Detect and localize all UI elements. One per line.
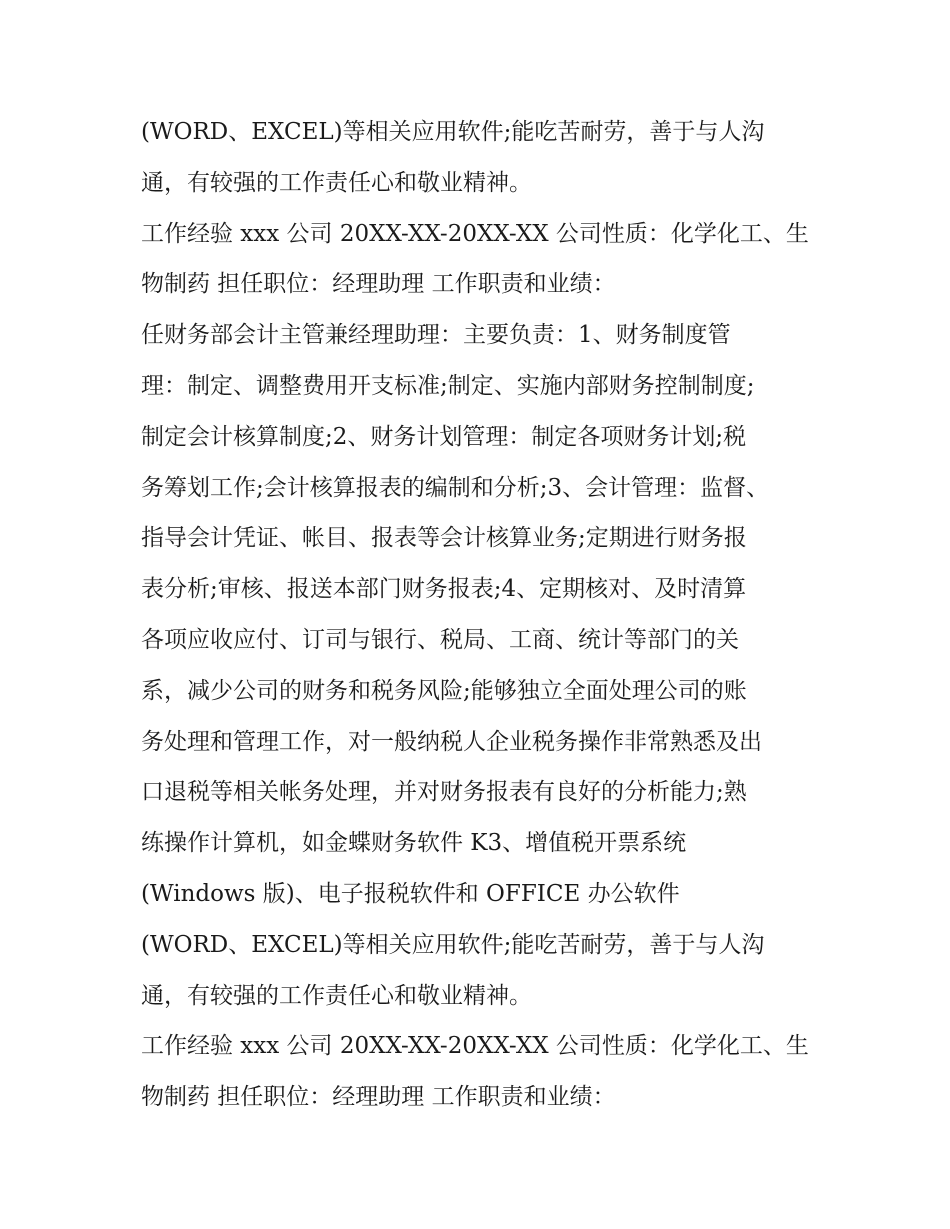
text-line-18: 通，有较强的工作责任心和敬业精神。 [141,982,532,1009]
text-line-13: 务处理和管理工作，对一般纳税人企业税务操作非常熟悉及出 [141,728,762,755]
text-line-4: 物制药 担任职位：经理助理 工作职责和业绩： [141,271,616,298]
text-line-11: 各项应收应付、订司与银行、税局、工商、统计等部门的关 [141,626,739,653]
text-line-9: 指导会计凭证、帐目、报表等会计核算业务;定期进行财务报 [141,525,747,552]
text-line-19: 工作经验 xxx 公司 20XX-XX-20XX-XX 公司性质：化学化工、生 [141,1033,809,1060]
text-line-10: 表分析;审核、报送本部门财务报表;4、定期核对、及时清算 [141,576,747,603]
text-line-14: 口退税等相关帐务处理，并对财务报表有良好的分析能力;熟 [141,779,747,806]
text-line-2: 通，有较强的工作责任心和敬业精神。 [141,169,532,196]
text-line-17: (WORD、EXCEL)等相关应用软件;能吃苦耐劳，善于与人沟 [141,931,765,958]
text-line-8: 务筹划工作;会计核算报表的编制和分析;3、会计管理：监督、 [141,474,770,501]
text-line-3: 工作经验 xxx 公司 20XX-XX-20XX-XX 公司性质：化学化工、生 [141,220,809,247]
text-line-6: 理：制定、调整费用开支标准;制定、实施内部财务控制制度; [141,372,755,399]
text-line-7: 制定会计核算制度;2、财务计划管理：制定各项财务计划;税 [141,423,747,450]
text-line-1: (WORD、EXCEL)等相关应用软件;能吃苦耐劳，善于与人沟 [141,119,765,145]
text-line-12: 系，减少公司的财务和税务风险;能够独立全面处理公司的账 [141,677,747,704]
text-line-5: 任财务部会计主管兼经理助理：主要负责：1、财务制度管 [141,322,731,349]
text-line-20: 物制药 担任职位：经理助理 工作职责和业绩： [141,1084,616,1111]
text-line-15: 练操作计算机，如金蝶财务软件 K3、增值税开票系统 [141,830,687,857]
body-text [141,107,821,1123]
text-line-16: (Windows 版)、电子报税软件和 OFFICE 办公软件 [141,880,680,907]
